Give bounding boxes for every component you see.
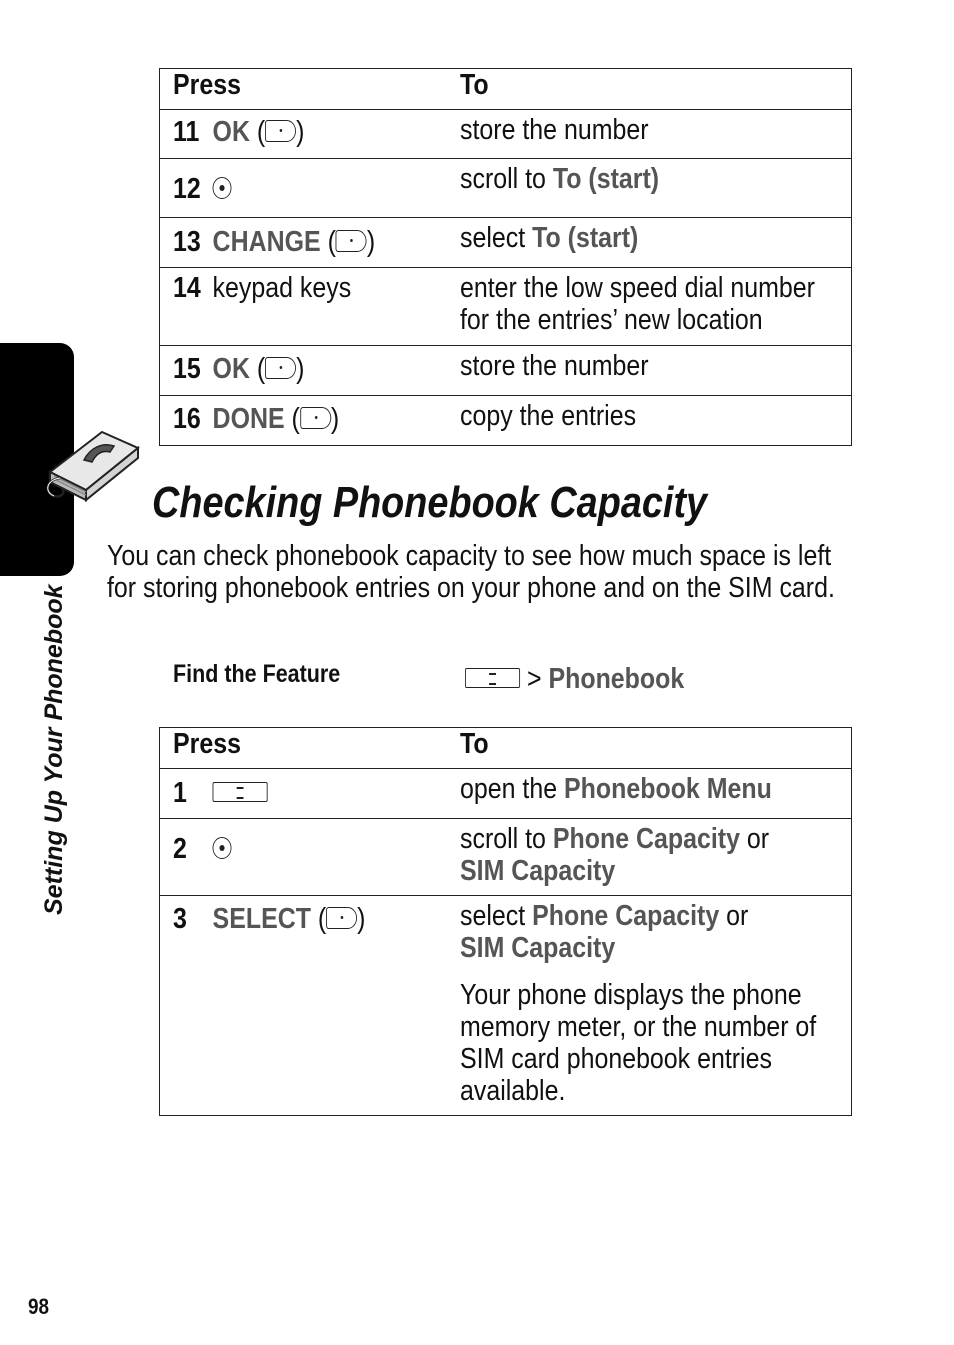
chapter-side-label [0,0,68,1345]
step-number: 15 [173,353,201,385]
table-row: 3 SELECT ( ) select Phone Capacity or SIM Capacity Your phone displays the phone memory meter, or the number of SIM card phonebook entries available. [160,896,852,1116]
menu-item-sim-capacity: SIM Capacity [459,855,615,887]
table-row: 11 OK ( ) store the number [160,110,852,159]
menu-item-to-start: To (start) [531,222,638,254]
chapter-title: Setting Up Your Phonebook [40,584,68,915]
step-description: select [459,222,532,254]
step-description: store the number [459,114,649,146]
navigation-key-icon [213,177,232,199]
intro-paragraph: You can check phonebook capacity to see how much space is left for storing phonebook entries on your phone and on the SIM card. [107,540,835,604]
soft-key-icon [336,230,367,252]
menu-item-sim-capacity: SIM Capacity [459,932,615,964]
step-note: Your phone displays the phone memory meter, or the number of SIM card phonebook entries available. [459,979,816,1107]
menu-item-phone-capacity: Phone Capacity [531,900,719,932]
press-header: Press [173,728,241,760]
step-description: scroll to [459,823,553,855]
menu-item-phone-capacity: Phone Capacity [552,823,740,855]
step-number: 2 [173,833,187,865]
step-number: 16 [173,403,201,435]
section-heading: Checking Phonebook Capacity [152,478,708,527]
steps-table-1 [159,68,852,446]
keypad-keys-label: keypad keys [212,272,352,304]
phonebook-book-icon [40,420,144,510]
path-separator: > [520,663,549,695]
step-description: copy the entries [459,400,636,432]
table-row: 2 scroll to Phone Capacity or SIM Capacity [160,819,852,896]
table-row [160,268,852,346]
menu-key-icon [213,782,268,802]
soft-key-icon [265,120,296,142]
path-item-phonebook: Phonebook [548,663,685,695]
find-feature-path [465,663,720,696]
change-key-label: CHANGE [212,226,321,258]
step-description: select [459,900,532,932]
soft-key-icon [265,357,296,379]
soft-key-icon [326,907,357,929]
step-description: store the number [459,350,649,382]
table-row: 13 CHANGE ( ) select To (start) [160,218,852,268]
step-number: 3 [173,903,187,935]
table-header-row [160,69,852,110]
step-number: 12 [173,173,201,205]
menu-item-to-start: To (start) [552,163,659,195]
table-header-row [160,728,852,769]
steps-table-2 [159,727,852,1116]
step-number: 14 [173,272,201,304]
table-row: 15 OK ( ) store the number [160,346,852,396]
step-description: scroll to [459,163,553,195]
to-header: To [459,69,489,101]
press-header: Press [173,69,241,101]
table-row [160,159,852,218]
table-row [160,769,852,819]
find-feature-label: Find the Feature [173,660,341,688]
done-key-label: DONE [212,403,285,435]
step-number: 13 [173,226,201,258]
to-header: To [459,728,489,760]
page-number: 98 [28,1294,50,1319]
menu-item-phonebook-menu: Phonebook Menu [563,773,772,805]
menu-key-icon [465,668,520,688]
select-key-label: SELECT [212,903,311,935]
step-number: 11 [173,116,200,148]
step-description: enter the low speed dial number for the entries’ new location [459,272,815,336]
step-description: open the [459,773,564,805]
step-number: 1 [173,777,187,809]
ok-key-label: OK [212,116,250,148]
table-row: 16 DONE ( ) copy the entries [160,396,852,446]
soft-key-icon [300,407,331,429]
navigation-key-icon [213,837,232,859]
ok-key-label: OK [212,353,250,385]
